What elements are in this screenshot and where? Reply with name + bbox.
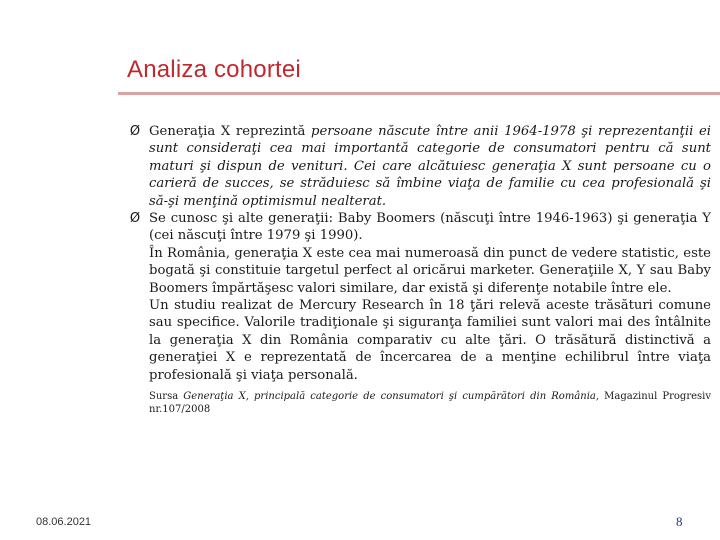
source-publication: Magazinul Progresiv nr.107/2008 [149,391,712,416]
paragraph-other-generations [127,210,711,245]
source-label: Sursa [149,391,184,403]
paragraph-romania [127,245,711,297]
source-citation [149,390,711,416]
footer-date: 08.06.2021 [36,516,92,528]
slide-title: Analiza cohortei [127,56,301,83]
paragraph-generatia-x [127,123,711,210]
slide-body [127,123,711,416]
source-title: Generaţia X, principală categorie de consumatori şi cumpărători din România, [183,391,605,403]
title-divider [118,92,720,95]
paragraph-text: În România, generaţia X este cea mai numeroasă din punct de vedere statistic, este bogată şi constituie targetul perfect al oricărui marketer. Generaţiile X, Y sau Baby Boomers împărtăşesc valori similare, dar există şi diferenţe notabile între ele. [149,245,711,296]
arrow-bullet-icon: Ø [129,124,141,139]
page-number: 8 [676,514,683,529]
arrow-bullet-icon: Ø [129,211,141,227]
paragraph-text: Un studiu realizat de Mercury Research în 18 ţări relevă aceste trăsături comune sau specifice. Valorile tradiţionale şi siguranţa familiei sunt valori mai des întâlnite la generaţia X din România comparativ cu alte ţări. O trăsătură distinctivă a generaţiei X e reprezentată de încercarea de a menţine echilibrul între viaţa profesională şi viaţa personală. [149,298,711,383]
paragraph-lead: Generaţia X reprezintă [149,124,312,139]
paragraph-study [127,297,711,384]
paragraph-text: Se cunosc şi alte generaţii: Baby Boomers (născuţi între 1946-1963) şi generaţia Y (cei născuţi între 1979 şi 1990). [149,211,711,244]
paragraph-rest: persoane născute între anii 1964-1978 şi reprezentanţii ei sunt consideraţi cea mai importantă categorie de consumatori pentru că sunt maturi şi dispun de venituri. Cei care alcătuiesc generaţia X sunt persoane cu o carieră de succes, se străduiesc să îmbine viaţa de familie cu cea profesională şi să-şi menţină optimismul nealterat. [149,124,711,209]
